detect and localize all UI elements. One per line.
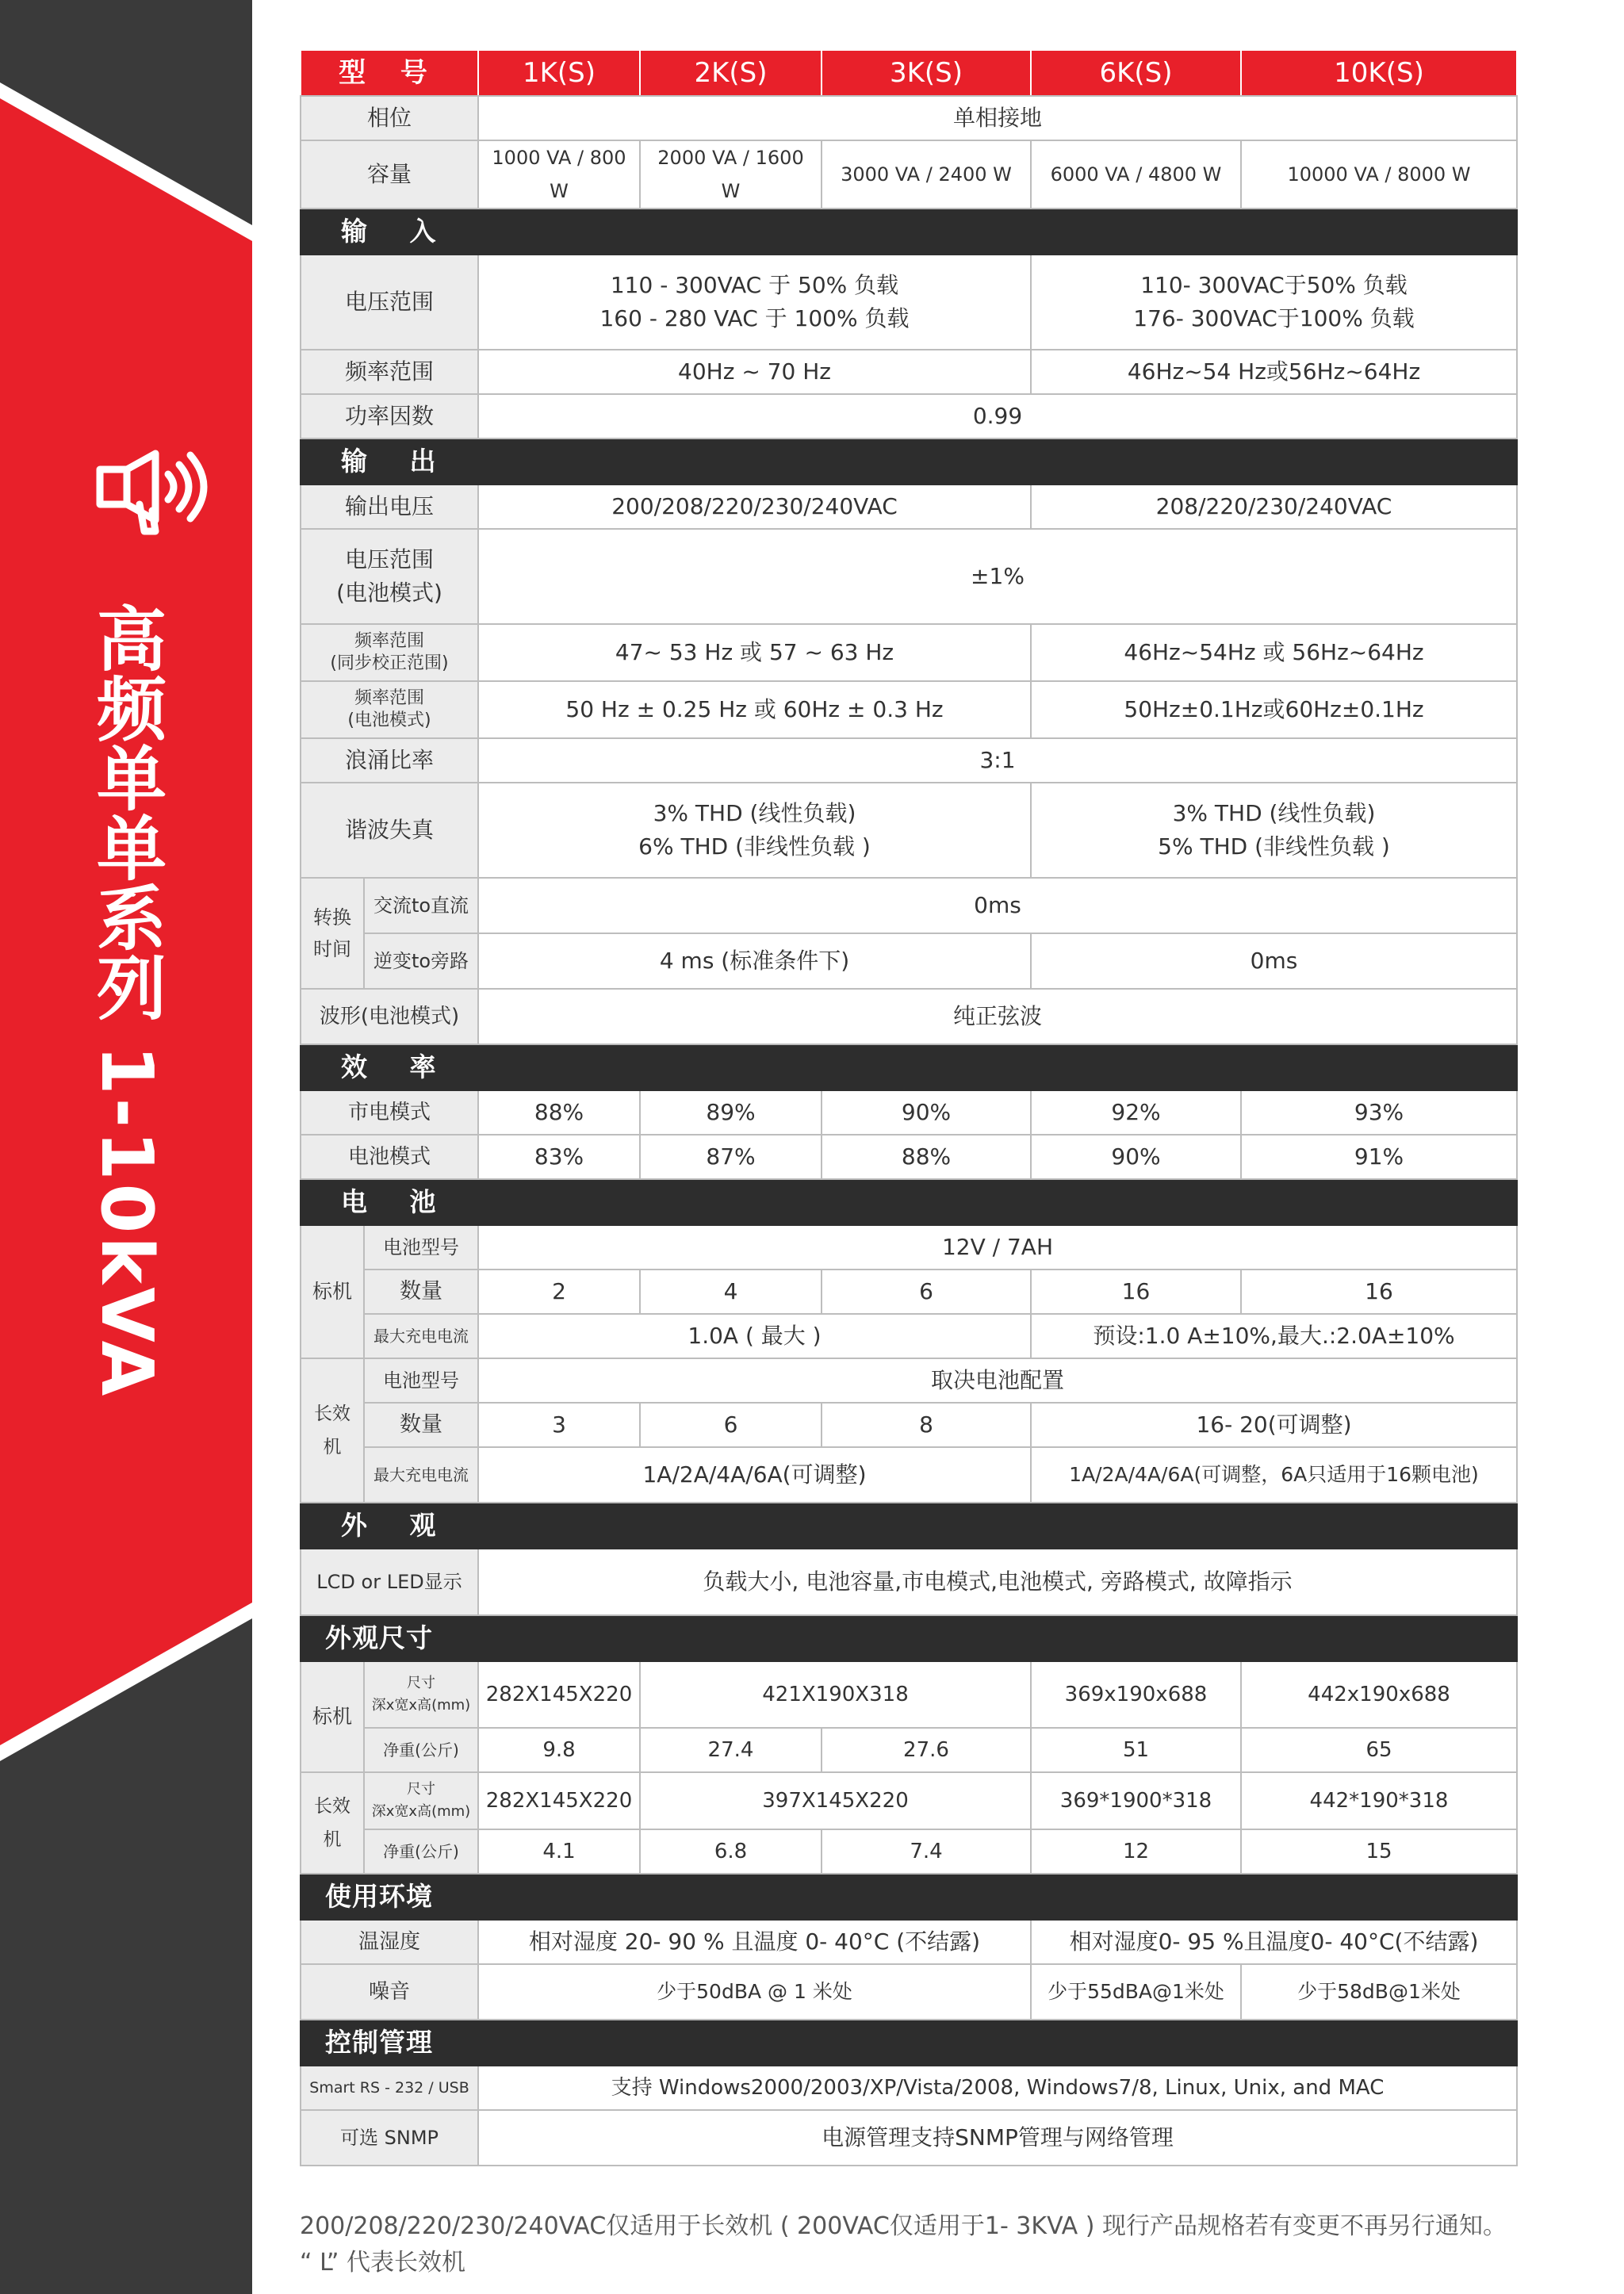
std-size-1k: 282X145X220: [478, 1661, 640, 1728]
capacity-6k: 6000 VA / 4800 W: [1031, 140, 1241, 209]
model-1k: 1K(S): [478, 50, 640, 96]
long-qty-6k-10k: 16- 20(可调整): [1031, 1403, 1517, 1447]
power-factor-value: 0.99: [478, 394, 1517, 439]
long-weight-6k: 12: [1031, 1829, 1241, 1874]
section-efficiency-title: 效 率: [301, 1044, 1517, 1090]
section-environment: [301, 1874, 1517, 1920]
waveform-value: 纯正弦波: [478, 989, 1517, 1044]
input-voltage-label: 电压范围: [301, 255, 478, 350]
section-battery: [301, 1179, 1517, 1225]
humidity-row: [301, 1920, 1517, 1964]
std-qty-10k: 16: [1241, 1270, 1517, 1314]
battery-freq-label: 频率范围 (电池模式): [301, 681, 478, 738]
input-freq-low: 40Hz ~ 70 Hz: [478, 350, 1031, 394]
thd-high: 3% THD (线性负载) 5% THD (非线性负载 ): [1031, 783, 1517, 878]
long-weight-3k: 7.4: [822, 1829, 1031, 1874]
sync-freq-low: 47~ 53 Hz 或 57 ~ 63 Hz: [478, 624, 1031, 681]
inv-byp-low: 4 ms (标准条件下): [478, 933, 1031, 989]
long-battery-type-label: 电池型号: [364, 1358, 478, 1403]
efficiency-bat-2k: 87%: [640, 1135, 822, 1179]
long-weight-10k: 15: [1241, 1829, 1517, 1874]
efficiency-battery-label: 电池模式: [301, 1135, 478, 1179]
efficiency-ac-6k: 92%: [1031, 1090, 1241, 1135]
output-voltage-high: 208/220/230/240VAC: [1031, 484, 1517, 529]
efficiency-ac-10k: 93%: [1241, 1090, 1517, 1135]
long-charge-label: 最大充电电流: [364, 1447, 478, 1503]
efficiency-bat-1k: 83%: [478, 1135, 640, 1179]
capacity-label: 容量: [301, 140, 478, 209]
long-size-1k: 282X145X220: [478, 1772, 640, 1829]
waveform-label: 波形(电池模式): [301, 989, 478, 1044]
input-freq-label: 频率范围: [301, 350, 478, 394]
std-size-label: 尺寸 深x宽x高(mm): [364, 1661, 478, 1728]
battery-freq-high: 50Hz±0.1Hz或60Hz±0.1Hz: [1031, 681, 1517, 738]
long-size-10k: 442*190*318: [1241, 1772, 1517, 1829]
model-10k: 10K(S): [1241, 50, 1517, 96]
section-management-title: 控制管理: [301, 2020, 1517, 2066]
std-qty-2k: 4: [640, 1270, 822, 1314]
efficiency-ac-3k: 90%: [822, 1090, 1031, 1135]
std-battery-qty-row: [301, 1270, 1517, 1314]
smart-value: 支持 Windows2000/2003/XP/Vista/2008, Windows7/8, Linux, Unix, and MAC: [478, 2066, 1517, 2110]
std-charge-row: [301, 1314, 1517, 1358]
section-output-title: 输 出: [301, 439, 1517, 484]
display-row: [301, 1549, 1517, 1615]
waveform-row: [301, 989, 1517, 1044]
spec-table: [300, 49, 1518, 2166]
noise-10k: 少于58dB@1米处: [1241, 1964, 1517, 2020]
efficiency-ac-label: 市电模式: [301, 1090, 478, 1135]
section-dimensions: [301, 1615, 1517, 1661]
std-battery-type-row: [301, 1225, 1517, 1270]
long-charge-high: 1A/2A/4A/6A(可调整，6A只适用于16颗电池): [1031, 1447, 1517, 1503]
std-weight-10k: 65: [1241, 1728, 1517, 1772]
section-efficiency: [301, 1044, 1517, 1090]
efficiency-ac-2k: 89%: [640, 1090, 822, 1135]
long-weight-1k: 4.1: [478, 1829, 640, 1874]
std-size-6k: 369x190x688: [1031, 1661, 1241, 1728]
sync-freq-high: 46Hz~54Hz 或 56Hz~64Hz: [1031, 624, 1517, 681]
efficiency-bat-3k: 88%: [822, 1135, 1031, 1179]
noise-low: 少于50dBA @ 1 米处: [478, 1964, 1031, 2020]
long-weight-2k: 6.8: [640, 1829, 822, 1874]
crest-factor-row: [301, 738, 1517, 783]
long-size-row: [301, 1772, 1517, 1829]
capacity-3k: 3000 VA / 2400 W: [822, 140, 1031, 209]
input-freq-row: [301, 350, 1517, 394]
ac-dc-label: 交流to直流: [364, 878, 478, 933]
phase-label: 相位: [301, 96, 478, 140]
std-dimensions-group: 标机: [301, 1661, 364, 1772]
model-label: 型 号: [301, 50, 478, 96]
voltage-regulation-label: 电压范围 (电池模式): [301, 529, 478, 624]
noise-row: [301, 1964, 1517, 2020]
power-factor-row: [301, 394, 1517, 439]
long-qty-2k: 6: [640, 1403, 822, 1447]
snmp-label: 可选 SNMP: [301, 2110, 478, 2166]
std-size-row: [301, 1661, 1517, 1728]
crest-factor-value: 3:1: [478, 738, 1517, 783]
long-qty-1k: 3: [478, 1403, 640, 1447]
section-appearance-title: 外 观: [301, 1503, 1517, 1549]
noise-6k: 少于55dBA@1米处: [1031, 1964, 1241, 2020]
long-size-6k: 369*1900*318: [1031, 1772, 1241, 1829]
transfer-time-group: 转换 时间: [301, 878, 364, 989]
sync-freq-label: 频率范围 (同步校正范围): [301, 624, 478, 681]
voltage-regulation-value: ±1%: [478, 529, 1517, 624]
footnote-line-2: “ L” 代表长效机: [300, 2249, 465, 2277]
humidity-label: 温湿度: [301, 1920, 478, 1964]
long-qty-3k: 8: [822, 1403, 1031, 1447]
phase-value: 单相接地: [478, 96, 1517, 140]
std-charge-label: 最大充电电流: [364, 1314, 478, 1358]
std-size-2k-3k: 421X190X318: [640, 1661, 1031, 1728]
humidity-high: 相对湿度0- 95 %且温度0- 40°C(不结露): [1031, 1920, 1517, 1964]
output-voltage-label: 输出电压: [301, 484, 478, 529]
long-size-2k-3k: 397X145X220: [640, 1772, 1031, 1829]
input-freq-high: 46Hz~54 Hz或56Hz~64Hz: [1031, 350, 1517, 394]
std-weight-3k: 27.6: [822, 1728, 1031, 1772]
long-battery-qty-label: 数量: [364, 1403, 478, 1447]
std-battery-group: 标机: [301, 1225, 364, 1358]
std-weight-1k: 9.8: [478, 1728, 640, 1772]
voltage-regulation-row: [301, 529, 1517, 624]
std-weight-2k: 27.4: [640, 1728, 822, 1772]
output-voltage-row: [301, 484, 1517, 529]
std-charge-high: 预设:1.0 A±10%,最大.:2.0A±10%: [1031, 1314, 1517, 1358]
capacity-1k: 1000 VA / 800 W: [478, 140, 640, 209]
std-qty-6k: 16: [1031, 1270, 1241, 1314]
efficiency-bat-6k: 90%: [1031, 1135, 1241, 1179]
phase-row: [301, 96, 1517, 140]
long-weight-label: 净重(公斤): [364, 1829, 478, 1874]
series-range: 1-10kVA: [85, 1045, 168, 1400]
display-label: LCD or LED显示: [301, 1549, 478, 1615]
std-weight-label: 净重(公斤): [364, 1728, 478, 1772]
output-voltage-low: 200/208/220/230/240VAC: [478, 484, 1031, 529]
series-title: [85, 603, 168, 1400]
thd-row: [301, 783, 1517, 878]
input-voltage-low: 110 - 300VAC 于 50% 负载 160 - 280 VAC 于 100% 负载: [478, 255, 1031, 350]
std-battery-qty-label: 数量: [364, 1270, 478, 1314]
long-battery-type-row: [301, 1358, 1517, 1403]
efficiency-ac-1k: 88%: [478, 1090, 640, 1135]
section-battery-title: 电 池: [301, 1179, 1517, 1225]
battery-freq-low: 50 Hz ± 0.25 Hz 或 60Hz ± 0.3 Hz: [478, 681, 1031, 738]
capacity-2k: 2000 VA / 1600 W: [640, 140, 822, 209]
std-size-10k: 442x190x688: [1241, 1661, 1517, 1728]
std-battery-type-label: 电池型号: [364, 1225, 478, 1270]
power-factor-label: 功率因数: [301, 394, 478, 439]
transfer-inv-byp-row: [301, 933, 1517, 989]
speaker-megaphone-icon: [0, 412, 252, 571]
smart-label: Smart RS - 232 / USB: [301, 2066, 478, 2110]
inv-byp-high: 0ms: [1031, 933, 1517, 989]
inv-byp-label: 逆变to旁路: [364, 933, 478, 989]
section-output: [301, 439, 1517, 484]
long-dimensions-group: 长效机: [301, 1772, 364, 1874]
std-qty-3k: 6: [822, 1270, 1031, 1314]
crest-factor-label: 浪涌比率: [301, 738, 478, 783]
display-value: 负载大小, 电池容量,市电模式,电池模式, 旁路模式, 故障指示: [478, 1549, 1517, 1615]
long-battery-type-value: 取决电池配置: [478, 1358, 1517, 1403]
std-weight-6k: 51: [1031, 1728, 1241, 1772]
long-weight-row: [301, 1829, 1517, 1874]
sync-freq-row: [301, 624, 1517, 681]
section-appearance: [301, 1503, 1517, 1549]
noise-label: 噪音: [301, 1964, 478, 2020]
section-management: [301, 2020, 1517, 2066]
footnote: [300, 2208, 1568, 2281]
snmp-value: 电源管理支持SNMP管理与网络管理: [478, 2110, 1517, 2166]
section-input: [301, 209, 1517, 255]
efficiency-battery-row: [301, 1135, 1517, 1179]
long-battery-group: 长效机: [301, 1358, 364, 1503]
input-voltage-row: [301, 255, 1517, 350]
model-6k: 6K(S): [1031, 50, 1241, 96]
std-qty-1k: 2: [478, 1270, 640, 1314]
long-size-label: 尺寸 深x宽x高(mm): [364, 1772, 478, 1829]
capacity-row: [301, 140, 1517, 209]
input-voltage-high: 110- 300VAC于50% 负载 176- 300VAC于100% 负载: [1031, 255, 1517, 350]
section-dimensions-title: 外观尺寸: [301, 1615, 1517, 1661]
model-2k: 2K(S): [640, 50, 822, 96]
model-header-row: [301, 50, 1517, 96]
long-charge-low: 1A/2A/4A/6A(可调整): [478, 1447, 1031, 1503]
section-input-title: 输 入: [301, 209, 1517, 255]
std-battery-type-value: 12V / 7AH: [478, 1225, 1517, 1270]
sidebar-banner: [0, 0, 252, 2294]
long-charge-row: [301, 1447, 1517, 1503]
long-battery-qty-row: [301, 1403, 1517, 1447]
section-environment-title: 使用环境: [301, 1874, 1517, 1920]
efficiency-ac-row: [301, 1090, 1517, 1135]
battery-freq-row: [301, 681, 1517, 738]
snmp-row: [301, 2110, 1517, 2166]
transfer-ac-dc-row: [301, 878, 1517, 933]
humidity-low: 相对湿度 20- 90 % 且温度 0- 40°C (不结露): [478, 1920, 1031, 1964]
std-charge-low: 1.0A ( 最大 ): [478, 1314, 1031, 1358]
smart-row: [301, 2066, 1517, 2110]
std-weight-row: [301, 1728, 1517, 1772]
ac-dc-value: 0ms: [478, 878, 1517, 933]
footnote-line-1: 200/208/220/230/240VAC仅适用于长效机 ( 200VAC仅适用于1- 3KVA ) 现行产品规格若有变更不再另行通知。: [300, 2212, 1507, 2240]
capacity-10k: 10000 VA / 8000 W: [1241, 140, 1517, 209]
thd-low: 3% THD (线性负载) 6% THD (非线性负载 ): [478, 783, 1031, 878]
series-name: 高频单单系列: [86, 603, 167, 1021]
efficiency-bat-10k: 91%: [1241, 1135, 1517, 1179]
model-3k: 3K(S): [822, 50, 1031, 96]
thd-label: 谐波失真: [301, 783, 478, 878]
